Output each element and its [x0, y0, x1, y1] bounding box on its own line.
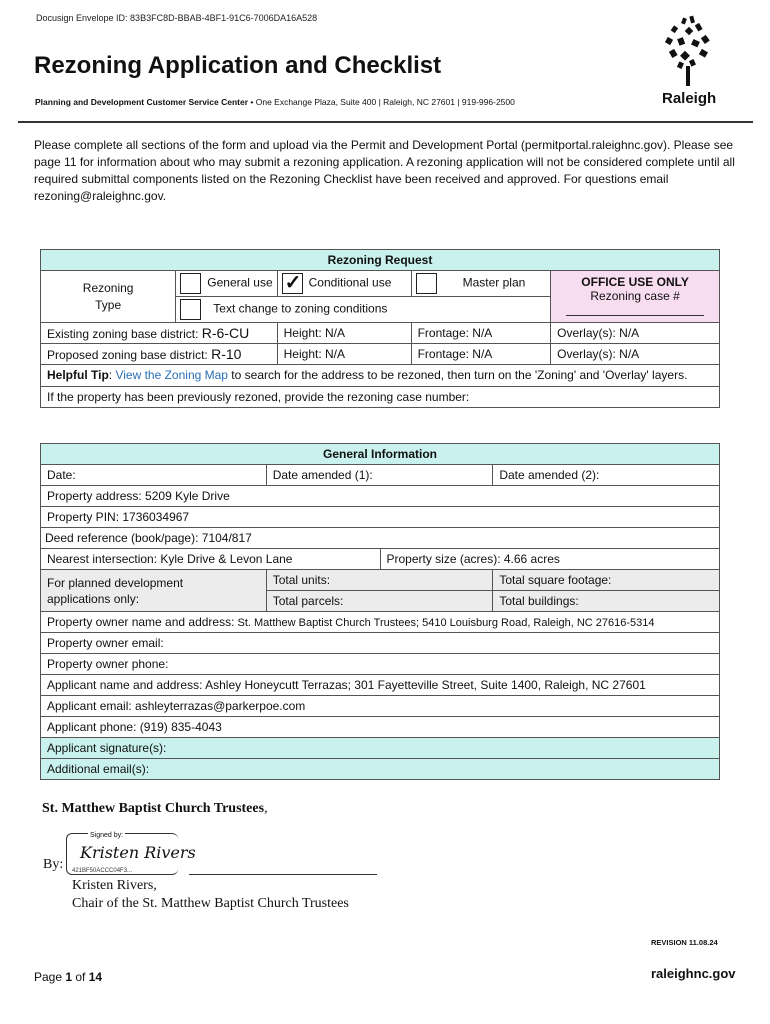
signed-by-label: Signed by:	[90, 832, 124, 839]
general-use-label: General use	[207, 275, 273, 290]
rezoning-type-label-line2: Type	[95, 297, 122, 312]
property-pin-field[interactable]: Property PIN: 1736034967	[41, 507, 720, 528]
signature-line	[189, 874, 377, 875]
applicant-email-field[interactable]: Applicant email: ashleyterrazas@parkerpoe.com	[41, 696, 720, 717]
property-size-field[interactable]: Property size (acres): 4.66 acres	[380, 549, 720, 570]
signature-by-label: By:	[43, 857, 64, 872]
property-owner-phone-field[interactable]: Property owner phone:	[41, 654, 720, 675]
page-total: 14	[88, 970, 103, 984]
general-information-heading: General Information	[41, 444, 720, 465]
header-contact	[35, 97, 515, 107]
website-link[interactable]: raleighnc.gov	[651, 966, 736, 981]
helpful-tip-colon: :	[108, 368, 116, 382]
rezoning-request-table	[40, 249, 720, 408]
office-use-label: OFFICE USE ONLY	[581, 275, 689, 289]
helpful-tip-label: Helpful Tip	[47, 368, 109, 382]
rezoning-type-label-line1: Rezoning	[82, 280, 134, 295]
conditional-use-label: Conditional use	[308, 275, 392, 290]
signer-role: Chair of the St. Matthew Baptist Church Trustees	[72, 896, 349, 911]
proposed-overlay[interactable]: Overlay(s): N/A	[551, 344, 720, 365]
general-information-table	[40, 443, 720, 780]
signer-name: Kristen Rivers,	[72, 878, 157, 893]
header-divider	[18, 121, 753, 123]
property-owner-email-field[interactable]: Property owner email:	[41, 633, 720, 654]
envelope-id: Docusign Envelope ID: 83B3FC8D-BBAB-4BF1-91C6-7006DA16A528	[36, 13, 318, 23]
zoning-map-link[interactable]: View the Zoning Map	[115, 368, 228, 382]
revision-label: REVISION 11.08.24	[651, 938, 718, 947]
total-parcels-field[interactable]: Total parcels:	[266, 591, 493, 612]
conditional-use-checkbox[interactable]	[282, 273, 303, 294]
master-plan-option[interactable]	[411, 271, 551, 297]
planned-development-line2: applications only:	[47, 591, 140, 606]
helpful-tip	[41, 365, 720, 387]
signature-org-name: St. Matthew Baptist Church Trustees	[42, 801, 265, 816]
previous-rezoning-field[interactable]: If the property has been previously rezoned, provide the rezoning case number:	[41, 387, 720, 408]
total-buildings-field[interactable]: Total buildings:	[493, 591, 720, 612]
total-square-footage-field[interactable]: Total square footage:	[493, 570, 720, 591]
service-center-name: Planning and Development Customer Service Center	[35, 97, 249, 107]
applicant-signature-field[interactable]: Applicant signature(s):	[41, 738, 720, 759]
master-plan-label: Master plan	[462, 275, 526, 290]
proposed-frontage[interactable]: Frontage: N/A	[411, 344, 551, 365]
date-amended-1-field[interactable]: Date amended (1):	[266, 465, 493, 486]
text-change-option[interactable]	[176, 297, 551, 323]
rezoning-request-heading: Rezoning Request	[41, 250, 720, 271]
rezoning-type-label	[41, 271, 176, 323]
property-owner-value: St. Matthew Baptist Church Trustees; 5410 Louisburg Road, Raleigh, NC 27616-5314	[234, 617, 655, 629]
text-change-checkbox[interactable]	[180, 299, 201, 320]
deed-reference-value: 7104/817	[198, 531, 252, 545]
signature-org	[42, 801, 268, 817]
deed-reference-field[interactable]	[41, 528, 720, 549]
date-field[interactable]: Date:	[41, 465, 267, 486]
planned-development-line1: For planned development	[47, 575, 184, 590]
helpful-tip-text: to search for the address to be rezoned, then turn on the 'Zoning' and 'Overlay' layers.	[227, 368, 688, 382]
existing-district-label: Existing zoning base district:	[47, 327, 199, 341]
handwritten-signature: Kristen Rivers	[80, 843, 196, 862]
page-current: 1	[65, 970, 73, 984]
page-of: of	[72, 970, 89, 984]
total-units-field[interactable]: Total units:	[266, 570, 493, 591]
nearest-intersection-field[interactable]: Nearest intersection: Kyle Drive & Levon Lane	[41, 549, 381, 570]
page-number	[34, 970, 102, 984]
general-use-checkbox[interactable]	[180, 273, 201, 294]
existing-height[interactable]: Height: N/A	[277, 323, 411, 344]
existing-district-value[interactable]: R-6-CU	[201, 325, 250, 341]
intro-paragraph: Please complete all sections of the form and upload via the Permit and Development Portal (permitportal.raleighnc.gov). Please see page 11 for information about who may submit a rezoning application. A rezoning application will not be considered complete until all required submittal components listed on the Rezoning Checklist have been received and approved. For questions email rezoning@raleighnc.gov.	[34, 138, 735, 203]
property-address-field[interactable]: Property address: 5209 Kyle Drive	[41, 486, 720, 507]
applicant-label: Applicant name and address:	[47, 678, 203, 692]
proposed-district-value[interactable]: R-10	[211, 346, 242, 362]
page-prefix: Page	[34, 970, 66, 984]
existing-overlay[interactable]: Overlay(s): N/A	[551, 323, 720, 344]
property-owner-field[interactable]	[41, 612, 720, 633]
applicant-value: Ashley Honeycutt Terrazas; 301 Fayetteville Street, Suite 1400, Raleigh, NC 27601	[202, 678, 646, 692]
existing-district-cell	[41, 323, 278, 344]
date-amended-2-field[interactable]: Date amended (2):	[493, 465, 720, 486]
rezoning-case-label: Rezoning case #	[590, 289, 680, 303]
proposed-height[interactable]: Height: N/A	[277, 344, 411, 365]
signature-org-suffix: ,	[264, 801, 268, 816]
text-change-label: Text change to zoning conditions	[213, 301, 388, 316]
applicant-field[interactable]	[41, 675, 720, 696]
service-center-address: • One Exchange Plaza, Suite 400 | Raleigh, NC 27601 | 919-996-2500	[248, 97, 515, 107]
conditional-use-option[interactable]	[277, 271, 411, 297]
additional-emails-field[interactable]: Additional email(s):	[41, 759, 720, 780]
general-use-option[interactable]	[176, 271, 277, 297]
existing-frontage[interactable]: Frontage: N/A	[411, 323, 551, 344]
rezoning-case-field[interactable]	[566, 315, 704, 316]
docusign-id: 421BF50ACCC04F3...	[72, 868, 133, 874]
signer-details	[72, 877, 349, 913]
planned-development-label	[41, 570, 267, 612]
master-plan-checkbox[interactable]	[416, 273, 437, 294]
raleigh-logo-text: Raleigh	[662, 90, 717, 107]
page-title: Rezoning Application and Checklist	[34, 52, 442, 79]
applicant-phone-field[interactable]: Applicant phone: (919) 835-4043	[41, 717, 720, 738]
proposed-district-cell	[41, 344, 278, 365]
proposed-district-label: Proposed zoning base district:	[47, 348, 208, 362]
office-use-cell	[551, 271, 720, 323]
property-owner-label: Property owner name and address:	[47, 615, 235, 629]
deed-reference-label: Deed reference (book/page):	[45, 531, 199, 545]
